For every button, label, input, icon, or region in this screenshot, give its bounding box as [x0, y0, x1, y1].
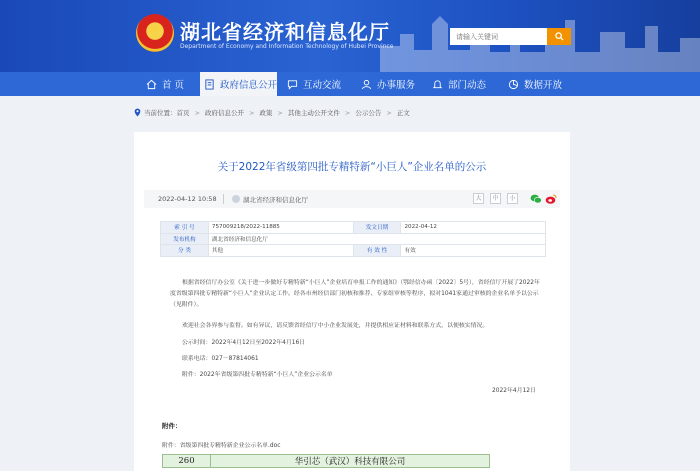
nav-item-label: 政府信息公开: [219, 80, 277, 91]
publisher-label: 发布机构: [161, 233, 209, 245]
font-size-small-button[interactable]: 小: [507, 193, 518, 204]
breadcrumb-item-announcements[interactable]: 公示公告: [355, 109, 382, 117]
breadcrumb-item-policy[interactable]: 政策: [259, 109, 273, 117]
nav-item-label: 数据开放: [524, 80, 563, 91]
issue-date-label: 发文日期: [353, 222, 401, 234]
document-info-table: [160, 221, 546, 257]
body-paragraph: 根据省经信厅办公室《关于进一步做好专精特新“小巨人”企业培育申报工作的通知》（鄂经信办函〔2022〕5号），省经信厅开展了2022年度省级第四批专精特新“小巨人”企业认定工作。经各市州经信部门初核和推荐、专家组审核等程序，拟对1041家通过审核的企业名单予以公示（见附件）。: [170, 280, 540, 308]
font-size-large-button[interactable]: 大: [473, 193, 484, 204]
breadcrumb-separator: >: [344, 108, 351, 117]
font-size-medium-button[interactable]: 中: [490, 193, 501, 204]
validity-label: 有 效 性: [353, 245, 401, 257]
nav-item-news[interactable]: [432, 72, 486, 96]
national-emblem-logo: ★: [136, 14, 174, 52]
search-icon: [555, 32, 564, 41]
validity-value: 有效: [401, 245, 546, 257]
body-line-attachment: 附件：2022年省级第四批专精特新“小巨人”企业公示名单: [182, 372, 333, 378]
row-number: 260: [163, 455, 211, 468]
article-meta-bar: [144, 190, 560, 208]
divider: [223, 194, 224, 204]
nav-item-label: 部门动态: [448, 80, 487, 91]
breadcrumb-item-gov-info[interactable]: 政府信息公开: [204, 109, 244, 117]
service-icon: [361, 79, 372, 90]
breadcrumb-item-other-files[interactable]: 其他主动公开文件: [287, 109, 340, 117]
nav-item-label: 办事服务: [377, 80, 416, 91]
nav-item-gov-info[interactable]: [200, 72, 277, 96]
data-icon: [508, 79, 519, 90]
breadcrumb-separator: >: [248, 108, 255, 117]
main-nav: [0, 72, 700, 96]
bell-icon: [432, 79, 443, 90]
site-banner: [0, 0, 700, 72]
signature-date: 2022年4月12日: [492, 388, 536, 394]
site-subtitle: Department of Economy and Information Technology of Hubei Province: [180, 43, 394, 50]
nav-item-label: 首 页: [162, 80, 185, 91]
table-row: [161, 233, 546, 245]
body-line-supervision: 欢迎社会各界参与监督。如有异议，请反馈省经信厅中小企业发展处，并提供相应证材料和联系方式，以便核实情况。: [182, 323, 489, 329]
nav-item-home[interactable]: [146, 72, 184, 96]
weibo-icon[interactable]: [545, 193, 557, 205]
attachment-preview-table: [162, 454, 490, 468]
location-pin-icon: [134, 108, 141, 117]
publish-date: 2022-04-12 10:58: [158, 195, 217, 203]
breadcrumb-separator: >: [194, 108, 200, 117]
search-button[interactable]: [547, 28, 571, 45]
breadcrumb-prefix: 当前位置：: [144, 109, 177, 117]
attachment-link[interactable]: 附件：省级第四批专精特新企业公示名单.doc: [162, 443, 281, 449]
source-icon: [232, 195, 240, 203]
nav-item-open-data[interactable]: [508, 72, 562, 96]
body-line-period: 公示时间：2022年4月12日至2022年4月16日: [182, 340, 306, 346]
category-label: 分 类: [161, 245, 209, 257]
wechat-icon[interactable]: [530, 193, 542, 205]
article-card: [134, 132, 570, 471]
table-row: [163, 455, 490, 468]
attachments-heading: 附件：: [162, 422, 182, 430]
table-row: [161, 245, 546, 257]
nav-item-interaction[interactable]: [287, 72, 341, 96]
breadcrumb: [134, 108, 410, 117]
category-value: 其他: [208, 245, 353, 257]
home-icon: [146, 79, 157, 90]
document-icon: [204, 79, 215, 90]
issue-date-value: 2022-04-12: [401, 222, 546, 234]
breadcrumb-item-current: 正文: [396, 109, 410, 117]
article-source: 湖北省经济和信息化厅: [243, 196, 308, 204]
index-number-value: 757009218/2022-11885: [208, 222, 353, 234]
search-input[interactable]: [450, 28, 547, 45]
index-number-label: 索 引 号: [161, 222, 209, 234]
table-row: [161, 222, 546, 234]
article-title: 关于2022年省级第四批专精特新“小巨人”企业名单的公示: [217, 161, 487, 173]
body-line-phone: 联系电话：027－87814061: [182, 356, 259, 362]
breadcrumb-separator: >: [277, 108, 283, 117]
breadcrumb-separator: >: [386, 108, 392, 117]
nav-item-services[interactable]: [361, 72, 415, 96]
nav-item-label: 互动交流: [303, 80, 342, 91]
company-name: 华引芯（武汉）科技有限公司: [211, 455, 490, 468]
site-title: 湖北省经济和信息化厅: [180, 20, 390, 44]
chat-icon: [287, 79, 298, 90]
breadcrumb-item-home[interactable]: 首页: [176, 109, 190, 117]
publisher-value: 湖北省经济和信息化厅: [208, 233, 545, 245]
